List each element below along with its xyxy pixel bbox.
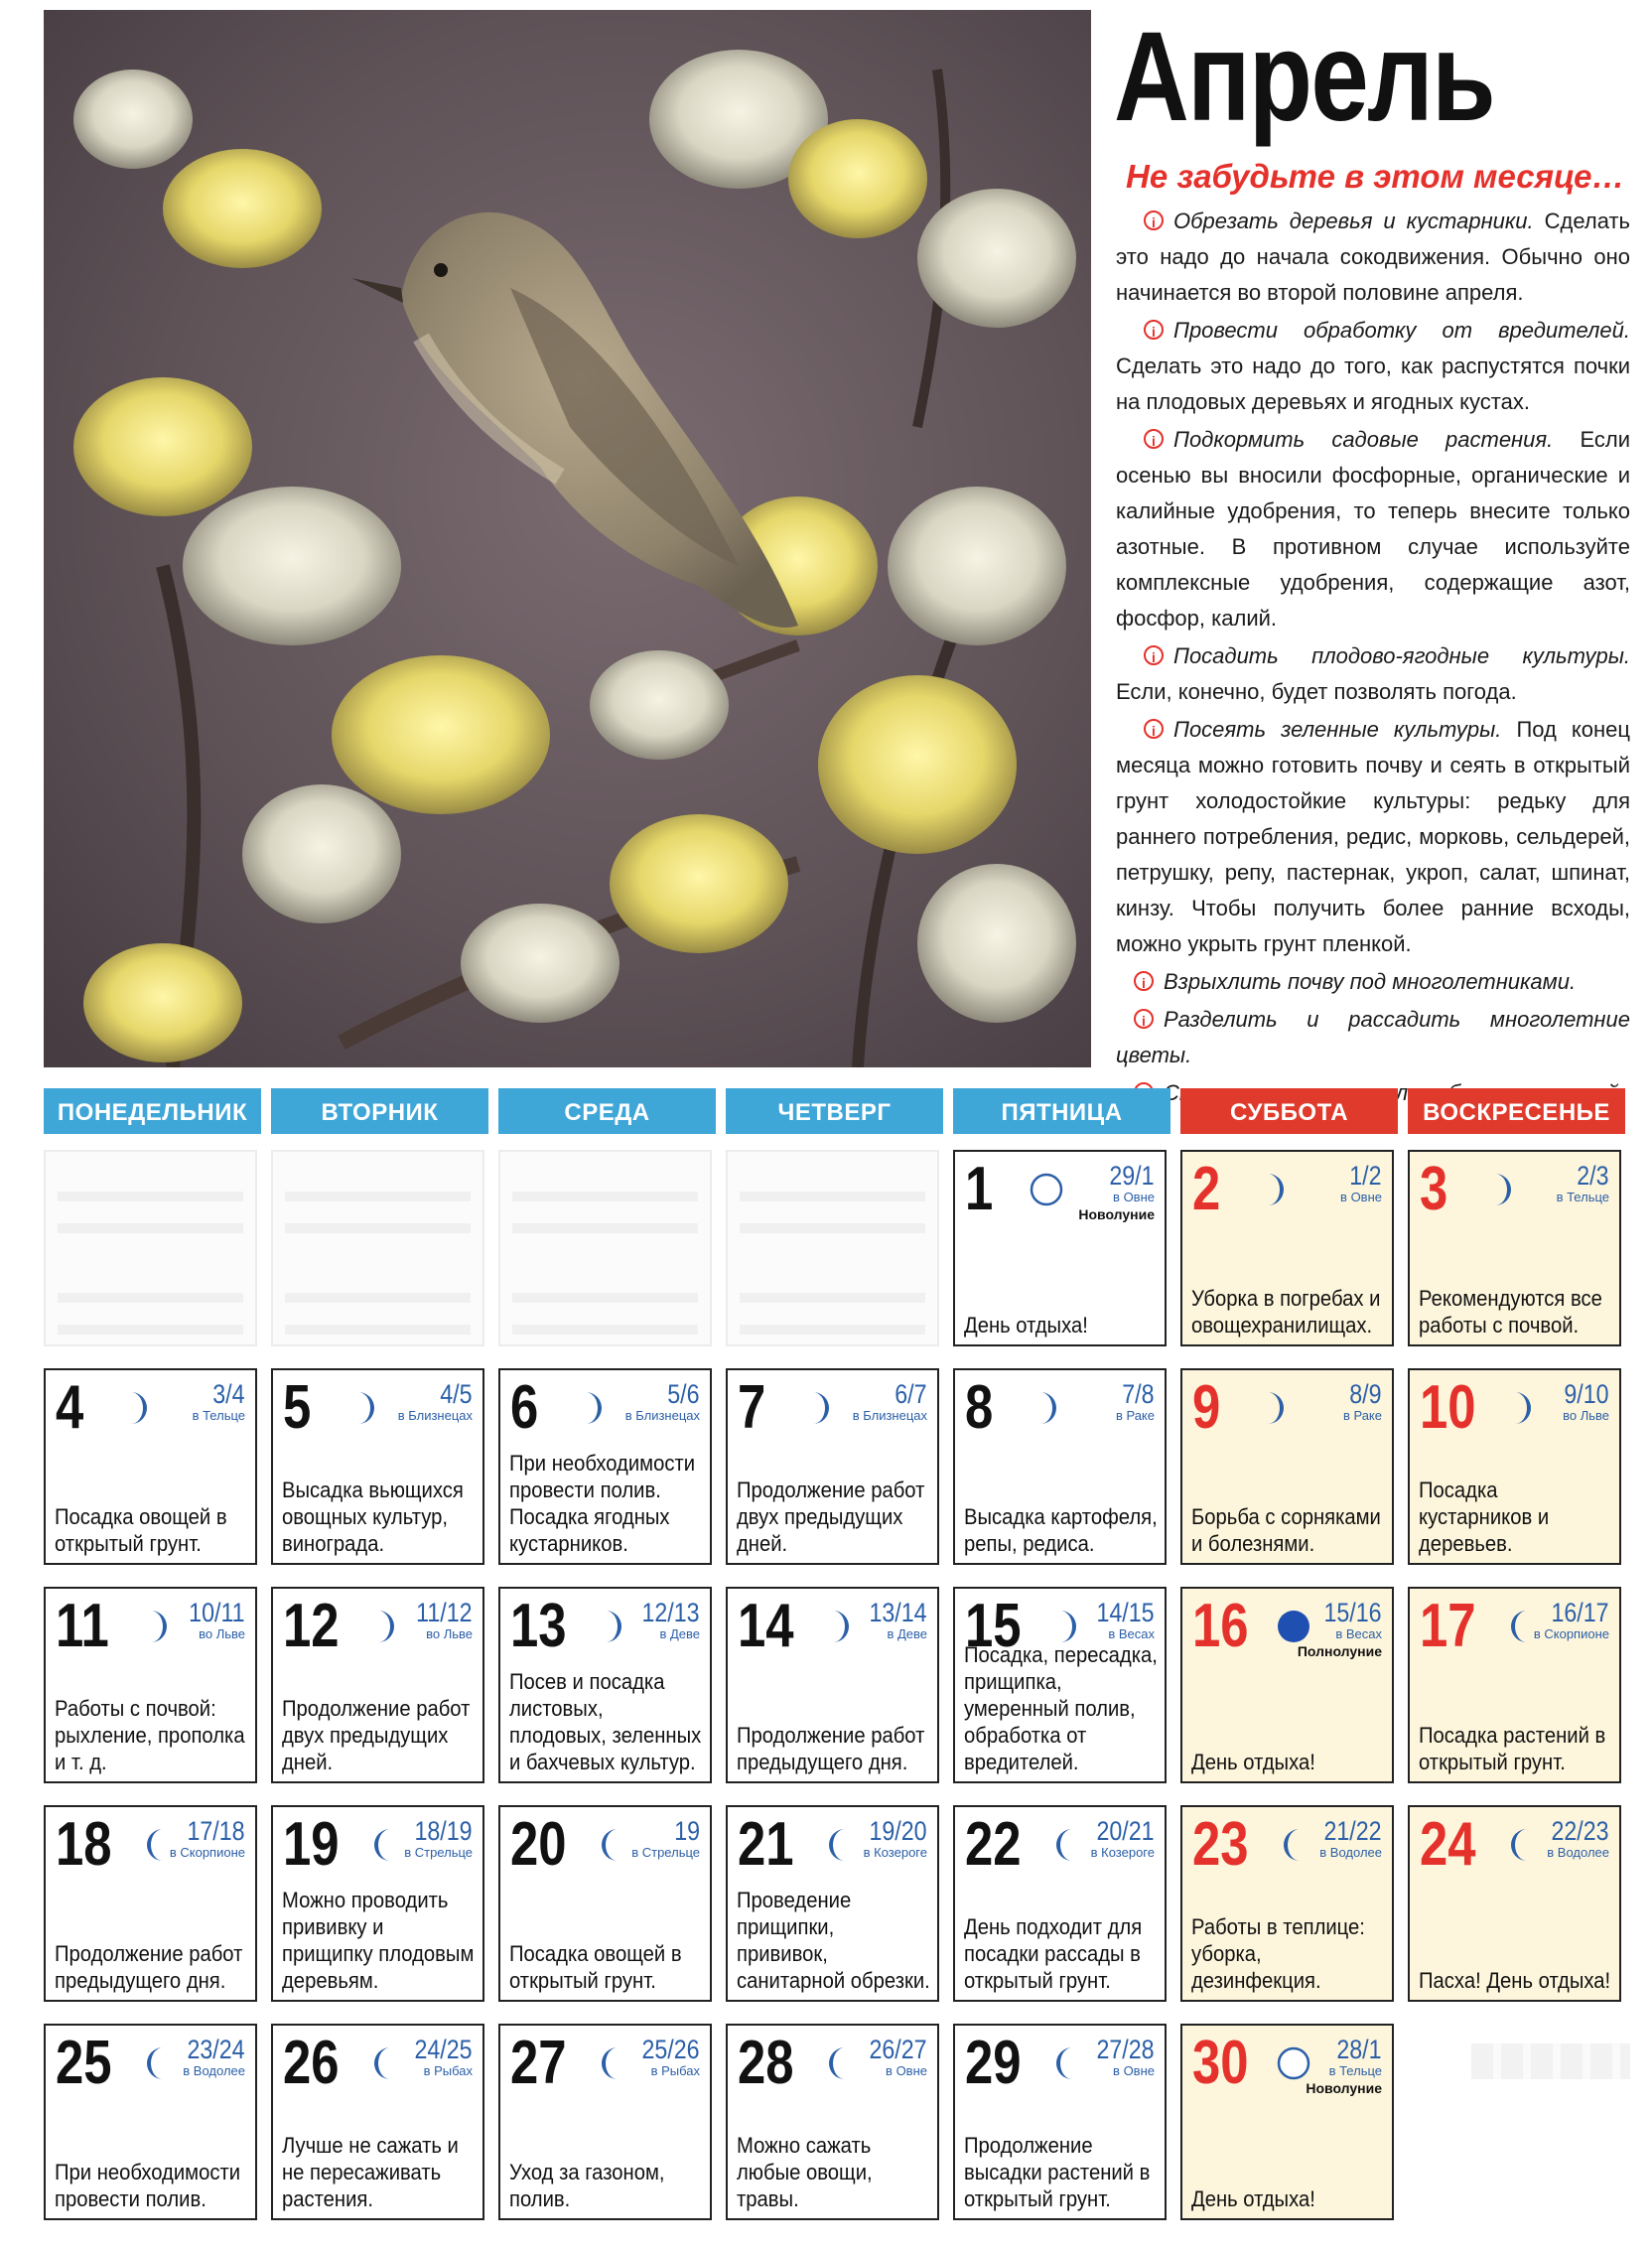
- day-cell-10: [1408, 1368, 1621, 1565]
- weekday-sunday: ВОСКРЕСЕНЬЕ: [1408, 1088, 1625, 1134]
- day-number: 14: [738, 1592, 794, 1660]
- day-cell-19: [271, 1805, 484, 2002]
- lunar-day: 11/12: [416, 1598, 473, 1627]
- garden-note: Посадка, пересадка, прищипка, умеренный полив, обработка от вредителей.: [964, 1642, 1158, 1774]
- tip-lead: Посеять зеленные культуры.: [1173, 717, 1502, 742]
- faded-placeholder: [1471, 2043, 1630, 2079]
- day-cell-17: [1408, 1587, 1621, 1783]
- lunar-day: 19: [674, 1816, 700, 1846]
- moon-phase-icon: [1254, 1170, 1294, 1209]
- weekday-friday: ПЯТНИЦА: [953, 1088, 1170, 1134]
- garden-note: Посадка кустарников и деревьев.: [1419, 1478, 1550, 1556]
- tip-text: Сделать это надо до начала сокодвижения. Обычно оно начинается во второй половине апреля.: [1116, 209, 1630, 305]
- day-number: 20: [510, 1810, 567, 1879]
- day-number: 16: [1192, 1592, 1249, 1660]
- zodiac-sign: в Рыбах: [650, 2063, 700, 2078]
- day-cell-24: [1408, 1805, 1621, 2002]
- lunar-day: 20/21: [1096, 1816, 1155, 1846]
- zodiac-sign: в Близнецах: [852, 1408, 927, 1423]
- spring-bird-photo: [44, 10, 1091, 1067]
- moon-phase-icon: [819, 1607, 859, 1646]
- day-cell-13: [498, 1587, 712, 1783]
- day-number: 1: [965, 1155, 994, 1223]
- moon-phase-icon: [1274, 1825, 1313, 1865]
- garden-note: Посадка овощей в открытый грунт.: [509, 1941, 682, 1993]
- weekday-wednesday: СРЕДА: [498, 1088, 716, 1134]
- day-cell-28: [726, 2024, 939, 2220]
- moon-phase-icon: [592, 1825, 631, 1865]
- lunar-day: 2/3: [1577, 1161, 1609, 1191]
- zodiac-sign: в Деве: [659, 1626, 700, 1641]
- garden-note: Лучше не сажать и не пересаживать растения.: [282, 2133, 459, 2211]
- lunar-day: 4/5: [440, 1379, 473, 1409]
- zodiac-sign: в Близнецах: [624, 1408, 700, 1423]
- lunar-day: 5/6: [667, 1379, 700, 1409]
- day-number: 17: [1420, 1592, 1476, 1660]
- moon-phase-icon: [1046, 2043, 1086, 2083]
- garden-note: Работы с почвой: рыхление, прополка и т. д.: [55, 1696, 245, 1774]
- garden-note: Можно сажать любые овощи, травы.: [737, 2133, 873, 2211]
- tip-text: Если осенью вы вносили фосфорные, органические и калийные удобрения, то теперь внесите только азотные. В противном случае используйте комплексные удобрения, содержащие азот, фосфор, калий.: [1116, 427, 1630, 631]
- day-cell-27: [498, 2024, 712, 2220]
- zodiac-sign: в Тельце: [192, 1408, 245, 1423]
- lunar-day: 14/15: [1096, 1598, 1155, 1627]
- garden-note: Можно проводить прививку и прищипку плодовым деревьям.: [282, 1888, 475, 1993]
- weekday-saturday: СУББОТА: [1180, 1088, 1398, 1134]
- zodiac-sign: во Льве: [426, 1626, 473, 1641]
- zodiac-sign: во Льве: [199, 1626, 245, 1641]
- lunar-day: 29/1: [1109, 1161, 1155, 1191]
- day-cell-21: [726, 1805, 939, 2002]
- day-cell-30: [1180, 2024, 1394, 2220]
- moon-phase-icon: [117, 1388, 157, 1428]
- zodiac-sign: в Тельце: [1328, 2063, 1382, 2078]
- lunar-day: 16/17: [1551, 1598, 1609, 1627]
- lunar-day: 28/1: [1336, 2035, 1382, 2064]
- day-cell-20: [498, 1805, 712, 2002]
- moon-phase-icon: [1046, 1607, 1086, 1646]
- moon-phase-icon: [819, 2043, 859, 2083]
- day-cell-12: [271, 1587, 484, 1783]
- info-icon: i: [1144, 320, 1164, 340]
- day-number: 30: [1192, 2029, 1249, 2097]
- day-number: 2: [1192, 1155, 1221, 1223]
- zodiac-sign: в Овне: [1113, 1190, 1155, 1204]
- garden-note: Продолжение работ двух предыдущих дней.: [282, 1696, 471, 1774]
- lunar-day: 18/19: [414, 1816, 473, 1846]
- info-icon: i: [1144, 211, 1164, 230]
- lunar-day: 3/4: [212, 1379, 245, 1409]
- moon-phase-icon: [1027, 1170, 1066, 1209]
- day-number: 26: [283, 2029, 340, 2097]
- lunar-day: 17/18: [187, 1816, 245, 1846]
- weekday-monday: ПОНЕДЕЛЬНИК: [44, 1088, 261, 1134]
- moon-phase-icon: [1501, 1825, 1541, 1865]
- moon-phase-icon: [1481, 1170, 1521, 1209]
- day-number: 24: [1420, 1810, 1476, 1879]
- zodiac-sign: в Скорпионе: [1533, 1626, 1609, 1641]
- day-cell-16: [1180, 1587, 1394, 1783]
- day-number: 7: [738, 1373, 766, 1442]
- moon-phase-icon: [819, 1825, 859, 1865]
- tip-text: Под конец месяца можно готовить почву и сеять в открытый грунт холодостойкие культуры: редьку для раннего потребления, редис, морковь, сельдерей, петрушку, репу, пастернак, укроп, салат, шпинат, кинзу. Чтобы получить более ранние всходы, можно укрыть грунт пленкой.: [1116, 717, 1631, 956]
- zodiac-sign: в Деве: [887, 1626, 927, 1641]
- garden-note: Пасха! День отдыха!: [1419, 1968, 1611, 1993]
- day-number: 6: [510, 1373, 539, 1442]
- short-tip-text: Взрыхлить почву под многолетниками.: [1164, 969, 1577, 994]
- moon-phase-icon: [364, 1607, 404, 1646]
- moon-phase-icon: [344, 1388, 384, 1428]
- empty-day-cell: [271, 1150, 484, 1346]
- faded-lines: [285, 1192, 471, 1356]
- day-number: 4: [56, 1373, 84, 1442]
- day-number: 11: [56, 1592, 109, 1660]
- moon-phase-icon: [592, 2043, 631, 2083]
- lunar-day: 6/7: [895, 1379, 927, 1409]
- zodiac-sign: в Рыбах: [423, 2063, 473, 2078]
- weekday-tuesday: ВТОРНИК: [271, 1088, 488, 1134]
- lunar-day: 10/11: [189, 1598, 245, 1627]
- zodiac-sign: в Овне: [1113, 2063, 1155, 2078]
- day-cell-18: [44, 1805, 257, 2002]
- garden-note: Посев и посадка листовых, плодовых, зеленных и бахчевых культур.: [509, 1669, 702, 1774]
- day-cell-23: [1180, 1805, 1394, 2002]
- garden-note: Уход за газоном, полив.: [509, 2160, 665, 2211]
- zodiac-sign: в Весах: [1335, 1626, 1382, 1641]
- moon-phase-icon: [1027, 1388, 1066, 1428]
- lunar-day: 27/28: [1096, 2035, 1155, 2064]
- day-number: 10: [1420, 1373, 1476, 1442]
- day-cell-11: [44, 1587, 257, 1783]
- info-icon: i: [1134, 971, 1154, 991]
- garden-note: Продолжение работ предыдущего дня.: [737, 1723, 925, 1774]
- empty-day-cell: [44, 1150, 257, 1346]
- info-icon: i: [1144, 719, 1164, 739]
- day-number: 12: [283, 1592, 340, 1660]
- day-number: 23: [1192, 1810, 1249, 1879]
- faded-lines: [740, 1192, 925, 1356]
- day-number: 28: [738, 2029, 794, 2097]
- garden-note: Высадка вьющихся овощных культур, винограда.: [282, 1478, 464, 1556]
- day-number: 13: [510, 1592, 567, 1660]
- garden-note: Проведение прищипки, прививок, санитарной обрезки.: [737, 1888, 930, 1993]
- moon-phase-icon: [799, 1388, 839, 1428]
- short-tip-item: [1116, 964, 1630, 1000]
- moon-phase-icon: [1254, 1388, 1294, 1428]
- garden-note: Продолжение работ предыдущего дня.: [55, 1941, 243, 1993]
- lunar-event: Новолуние: [1306, 2080, 1382, 2096]
- zodiac-sign: в Близнецах: [397, 1408, 473, 1423]
- garden-note: Работы в теплице: уборка, дезинфекция.: [1191, 1914, 1365, 1993]
- day-cell-7: [726, 1368, 939, 1565]
- garden-note: При необходимости провести полив.: [55, 2160, 241, 2211]
- moon-phase-icon: [364, 2043, 404, 2083]
- moon-phase-icon: [592, 1607, 631, 1646]
- month-title: Апрель: [1114, 6, 1495, 148]
- day-number: 18: [56, 1810, 112, 1879]
- zodiac-sign: в Козероге: [863, 1845, 927, 1860]
- day-number: 25: [56, 2029, 112, 2097]
- tip-lead: Подкормить садовые растения.: [1173, 427, 1554, 452]
- lunar-day: 15/16: [1323, 1598, 1382, 1627]
- zodiac-sign: в Раке: [1115, 1408, 1155, 1423]
- garden-note: При необходимости провести полив. Посадка ягодных кустарников.: [509, 1451, 696, 1556]
- day-cell-6: [498, 1368, 712, 1565]
- day-cell-9: [1180, 1368, 1394, 1565]
- tip-text: Если, конечно, будет позволять погода.: [1116, 679, 1517, 704]
- zodiac-sign: в Скорпионе: [169, 1845, 245, 1860]
- faded-lines: [512, 1192, 698, 1356]
- day-cell-15: [953, 1587, 1167, 1783]
- garden-note: Продолжение работ двух предыдущих дней.: [737, 1478, 925, 1556]
- lunar-day: 25/26: [641, 2035, 700, 2064]
- bird-on-willow-image: [44, 10, 1091, 1067]
- lunar-day: 8/9: [1349, 1379, 1382, 1409]
- day-number: 3: [1420, 1155, 1448, 1223]
- short-tip-item: [1116, 1002, 1630, 1073]
- garden-note: Уборка в погребах и овощехранилищах.: [1191, 1286, 1381, 1338]
- garden-note: Высадка картофеля, репы, редиса.: [964, 1504, 1158, 1556]
- zodiac-sign: в Водолее: [183, 2063, 245, 2078]
- garden-note: День отдыха!: [1191, 2186, 1315, 2211]
- tip-item: [1116, 313, 1630, 420]
- tips-list: [1116, 204, 1630, 1113]
- garden-note: Посадка растений в открытый грунт.: [1419, 1723, 1606, 1774]
- reminder-heading: Не забудьте в этом месяце…: [1126, 158, 1625, 195]
- zodiac-sign: во Льве: [1563, 1408, 1609, 1423]
- lunar-day: 26/27: [869, 2035, 927, 2064]
- lunar-day: 9/10: [1564, 1379, 1609, 1409]
- day-cell-1: [953, 1150, 1167, 1346]
- faded-lines: [58, 1192, 243, 1356]
- lunar-day: 7/8: [1122, 1379, 1155, 1409]
- moon-phase-icon: [1046, 1825, 1086, 1865]
- day-cell-2: [1180, 1150, 1394, 1346]
- garden-note: Рекомендуются все работы с почвой.: [1419, 1286, 1602, 1338]
- zodiac-sign: в Тельце: [1556, 1190, 1609, 1204]
- garden-note: Посадка овощей в открытый грунт.: [55, 1504, 227, 1556]
- calendar-grid: [44, 1150, 1632, 2242]
- garden-note: День отдыха!: [964, 1313, 1088, 1338]
- short-tip-text: Разделить и рассадить многолетние цветы.: [1116, 1007, 1630, 1067]
- day-cell-5: [271, 1368, 484, 1565]
- weekday-header: [44, 1088, 1632, 1132]
- garden-note: День отдыха!: [1191, 1750, 1315, 1774]
- moon-phase-icon: [137, 1607, 177, 1646]
- empty-day-cell: [498, 1150, 712, 1346]
- garden-note: Борьба с сорняками и болезнями.: [1191, 1504, 1381, 1556]
- tip-lead: Провести обработку от вредителей.: [1173, 318, 1630, 343]
- moon-phase-icon: [1274, 1607, 1313, 1646]
- day-number: 9: [1192, 1373, 1221, 1442]
- info-icon: i: [1144, 645, 1164, 665]
- tip-text: Сделать это надо до того, как распустятся почки на плодовых деревьях и ягодных кустах.: [1116, 353, 1630, 414]
- day-number: 15: [965, 1592, 1022, 1660]
- lunar-day: 19/20: [869, 1816, 927, 1846]
- info-icon: i: [1144, 429, 1164, 449]
- moon-phase-icon: [364, 1825, 404, 1865]
- zodiac-sign: в Раке: [1342, 1408, 1382, 1423]
- moon-phase-icon: [1501, 1388, 1541, 1428]
- tip-lead: Обрезать деревья и кустарники.: [1173, 209, 1534, 233]
- empty-day-cell: [726, 1150, 939, 1346]
- moon-phase-icon: [572, 1388, 612, 1428]
- lunar-day: 24/25: [414, 2035, 473, 2064]
- zodiac-sign: в Водолее: [1547, 1845, 1609, 1860]
- tip-item: [1116, 638, 1630, 710]
- weekday-thursday: ЧЕТВЕРГ: [726, 1088, 943, 1134]
- zodiac-sign: в Овне: [886, 2063, 927, 2078]
- garden-note: День подходит для посадки рассады в открытый грунт.: [964, 1914, 1143, 1993]
- lunar-event: Новолуние: [1078, 1206, 1155, 1222]
- lunar-day: 1/2: [1349, 1161, 1382, 1191]
- day-number: 21: [738, 1810, 794, 1879]
- day-number: 27: [510, 2029, 567, 2097]
- day-number: 29: [965, 2029, 1022, 2097]
- lunar-day: 12/13: [641, 1598, 700, 1627]
- day-cell-14: [726, 1587, 939, 1783]
- lunar-day: 23/24: [187, 2035, 245, 2064]
- day-cell-4: [44, 1368, 257, 1565]
- day-number: 22: [965, 1810, 1022, 1879]
- day-cell-25: [44, 2024, 257, 2220]
- day-cell-3: [1408, 1150, 1621, 1346]
- zodiac-sign: в Стрельце: [631, 1845, 700, 1860]
- lunar-day: 22/23: [1551, 1816, 1609, 1846]
- tip-item: [1116, 204, 1630, 311]
- day-cell-22: [953, 1805, 1167, 2002]
- tip-lead: Посадить плодово-ягодные культуры.: [1173, 643, 1630, 668]
- tip-item: [1116, 422, 1630, 636]
- zodiac-sign: в Стрельце: [404, 1845, 473, 1860]
- day-number: 8: [965, 1373, 994, 1442]
- info-icon: i: [1134, 1009, 1154, 1029]
- lunar-day: 13/14: [869, 1598, 927, 1627]
- zodiac-sign: в Весах: [1108, 1626, 1155, 1641]
- tip-item: [1116, 712, 1630, 962]
- day-cell-8: [953, 1368, 1167, 1565]
- zodiac-sign: в Козероге: [1090, 1845, 1155, 1860]
- zodiac-sign: в Водолее: [1319, 1845, 1382, 1860]
- lunar-event: Полнолуние: [1297, 1643, 1382, 1659]
- moon-phase-icon: [137, 2043, 177, 2083]
- garden-note: Продолжение высадки растений в открытый грунт.: [964, 2133, 1151, 2211]
- zodiac-sign: в Овне: [1340, 1190, 1382, 1204]
- day-cell-29: [953, 2024, 1167, 2220]
- day-number: 5: [283, 1373, 312, 1442]
- lunar-day: 21/22: [1323, 1816, 1382, 1846]
- day-cell-26: [271, 2024, 484, 2220]
- moon-phase-icon: [1274, 2043, 1313, 2083]
- day-number: 19: [283, 1810, 340, 1879]
